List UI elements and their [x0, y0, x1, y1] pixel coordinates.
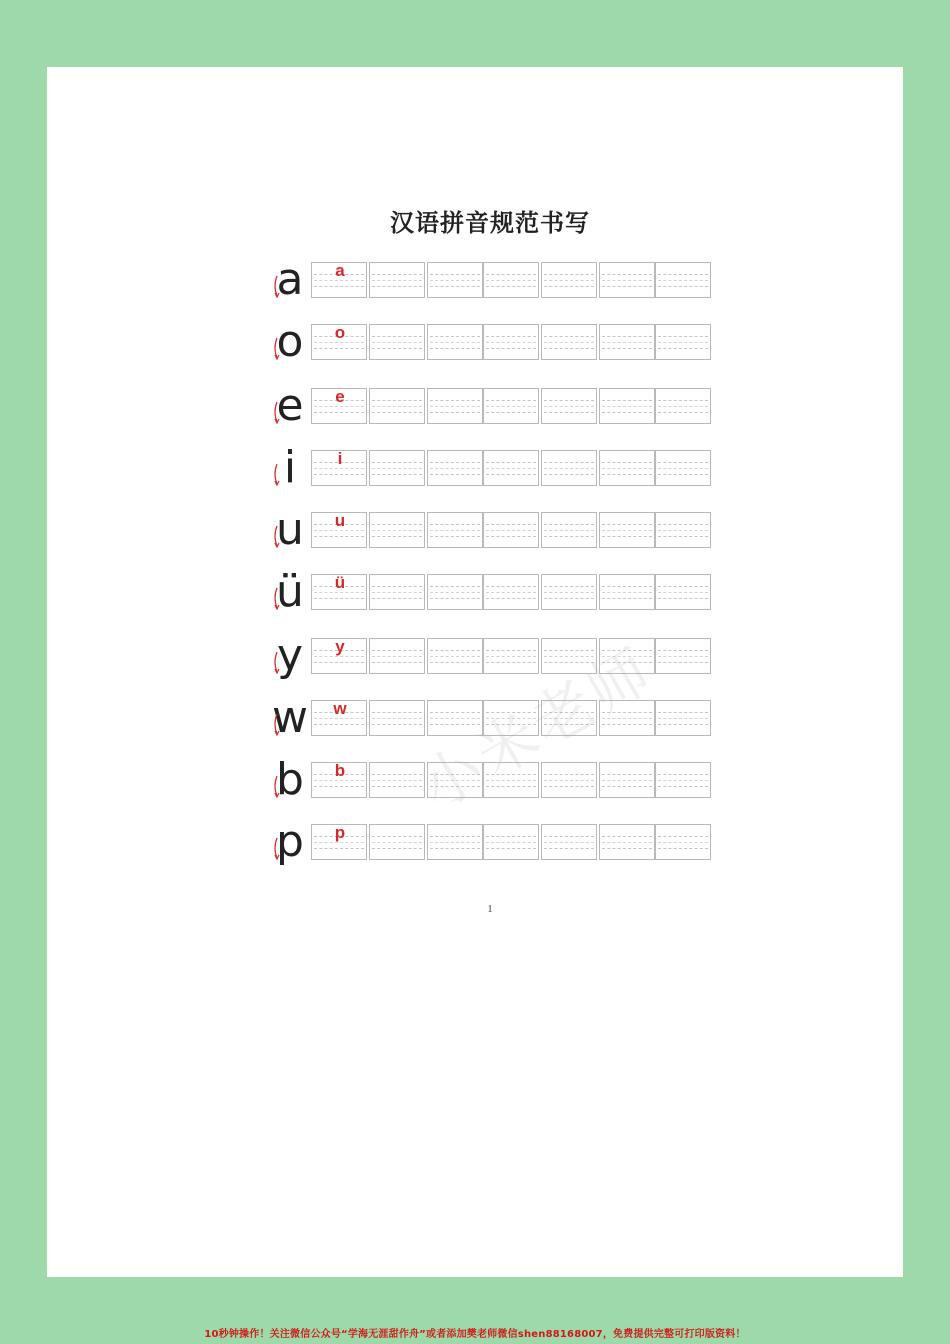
stroke-guide-letter: ü: [276, 566, 304, 617]
worksheet-page: [47, 67, 903, 1277]
stroke-guide-letter: o: [276, 316, 304, 367]
letter-row: [269, 692, 719, 743]
practice-box: [483, 512, 539, 548]
sample-box: [311, 262, 367, 298]
practice-box: [599, 450, 655, 486]
sample-letter: u: [334, 511, 346, 530]
practice-box: [369, 512, 425, 548]
sample-box: [311, 574, 367, 610]
practice-box: [369, 574, 425, 610]
practice-box: [369, 638, 425, 674]
stroke-guide-letter: u: [276, 504, 304, 555]
practice-box: [599, 388, 655, 424]
practice-box: [483, 638, 539, 674]
stroke-guide-letter: e: [276, 380, 304, 431]
letter-row: [269, 442, 719, 493]
stroke-guide-letter: y: [276, 630, 304, 681]
footer-promo-text: 10秒钟操作！关注微信公众号“学海无涯甜作舟”或者添加樊老师微信shen88168007，免费提供完整可打印版资料！: [204, 1329, 746, 1340]
practice-box: [369, 824, 425, 860]
practice-box: [483, 262, 539, 298]
practice-box: [427, 388, 483, 424]
practice-box: [483, 324, 539, 360]
practice-box: [599, 638, 655, 674]
practice-box: [427, 324, 483, 360]
stroke-guide-letter: i: [283, 442, 297, 493]
practice-box: [541, 450, 597, 486]
practice-box: [655, 762, 711, 798]
practice-box: [655, 512, 711, 548]
practice-box: [541, 512, 597, 548]
practice-box: [655, 262, 711, 298]
letter-row: [269, 754, 719, 805]
practice-box: [599, 700, 655, 736]
practice-box: [599, 762, 655, 798]
letter-row: [269, 380, 719, 431]
sample-letter: i: [337, 449, 343, 468]
practice-box: [599, 262, 655, 298]
sample-box: [311, 324, 367, 360]
practice-box: [427, 512, 483, 548]
practice-box: [483, 762, 539, 798]
practice-box: [369, 262, 425, 298]
practice-box: [541, 700, 597, 736]
practice-box: [655, 574, 711, 610]
practice-box: [655, 388, 711, 424]
letter-row: [269, 630, 719, 681]
letter-row: [269, 254, 719, 305]
letter-row: [269, 566, 719, 617]
practice-box: [483, 824, 539, 860]
practice-box: [599, 824, 655, 860]
practice-box: [369, 450, 425, 486]
practice-box: [369, 388, 425, 424]
page-title: 汉语拼音规范书写: [390, 208, 590, 237]
practice-box: [541, 574, 597, 610]
practice-box: [541, 638, 597, 674]
practice-box: [427, 262, 483, 298]
practice-box: [427, 824, 483, 860]
letter-row: [269, 316, 719, 367]
practice-box: [369, 324, 425, 360]
practice-box: [541, 324, 597, 360]
practice-box: [427, 450, 483, 486]
letter-row: [269, 816, 719, 867]
practice-box: [599, 512, 655, 548]
practice-box: [483, 450, 539, 486]
practice-box: [369, 762, 425, 798]
sample-letter: y: [335, 637, 345, 656]
stroke-guide-letter: b: [276, 754, 304, 805]
practice-box: [541, 824, 597, 860]
stroke-guide-letter: p: [276, 816, 304, 867]
sample-letter: w: [333, 699, 347, 718]
sample-letter: p: [334, 823, 346, 842]
practice-box: [599, 324, 655, 360]
letter-row: [269, 504, 719, 555]
sample-letter: e: [335, 387, 345, 406]
sample-box: [311, 700, 367, 736]
practice-box: [655, 324, 711, 360]
practice-box: [369, 700, 425, 736]
stroke-guide-letter: a: [276, 254, 304, 305]
sample-box: [311, 450, 367, 486]
practice-box: [655, 700, 711, 736]
sample-box: [311, 638, 367, 674]
stroke-guide-letter: w: [272, 692, 308, 743]
sample-box: [311, 388, 367, 424]
practice-box: [483, 388, 539, 424]
practice-box: [541, 762, 597, 798]
practice-box: [427, 762, 483, 798]
practice-box: [483, 574, 539, 610]
practice-box: [427, 700, 483, 736]
practice-box: [599, 574, 655, 610]
practice-box: [655, 824, 711, 860]
sample-box: [311, 762, 367, 798]
practice-box: [483, 700, 539, 736]
sample-box: [311, 512, 367, 548]
sample-letter: a: [335, 261, 345, 280]
sample-letter: b: [334, 761, 346, 780]
practice-box: [655, 450, 711, 486]
page-number: 1: [487, 903, 493, 915]
practice-box: [427, 574, 483, 610]
practice-box: [541, 388, 597, 424]
practice-box: [541, 262, 597, 298]
practice-box: [427, 638, 483, 674]
practice-box: [655, 638, 711, 674]
sample-letter: o: [334, 323, 346, 342]
sample-letter: ü: [334, 573, 346, 592]
sample-box: [311, 824, 367, 860]
